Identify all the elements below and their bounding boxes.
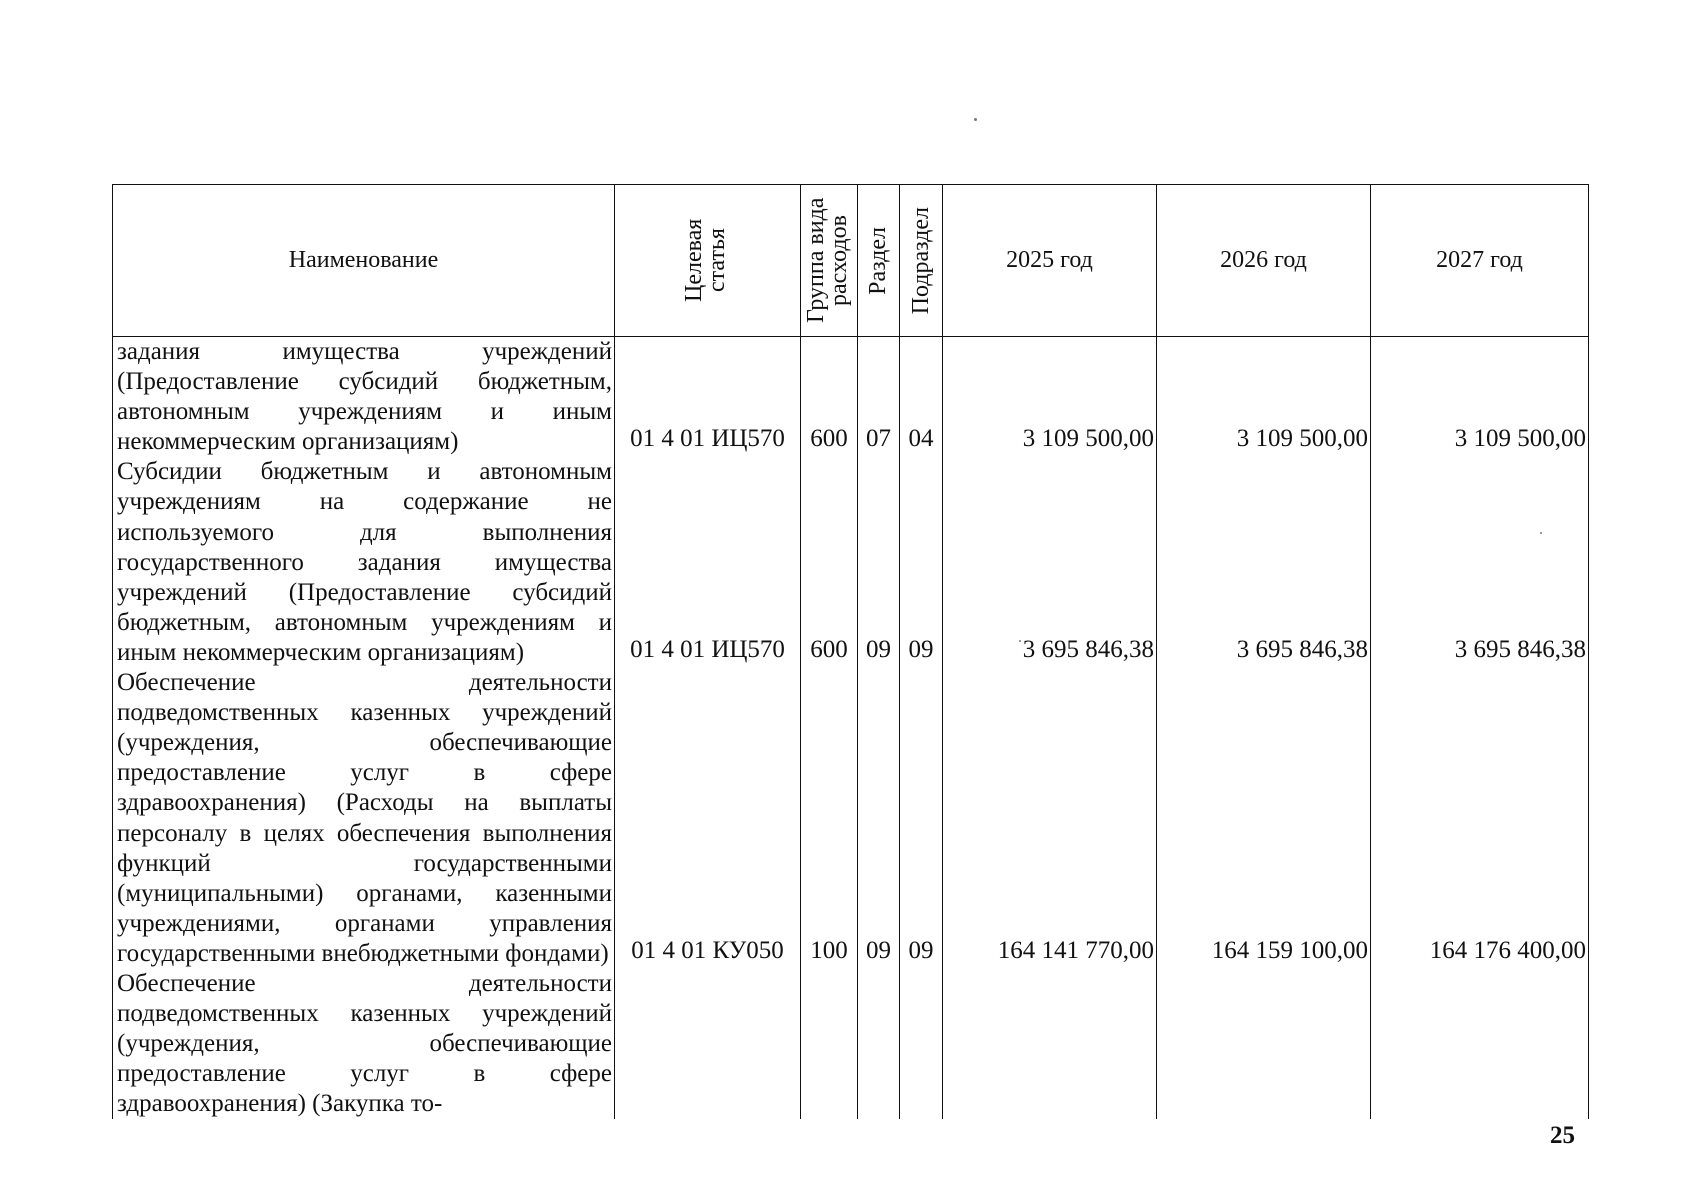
header-expense-group-label: Группа вида расходов: [803, 197, 852, 324]
row-amount-2027: 3 695 846,38: [1371, 457, 1589, 668]
row-amount-2026: 164 159 100,00: [1157, 668, 1371, 969]
row-amount-2025: 3 109 500,00: [943, 337, 1157, 458]
row-amount-2026: 3 695 846,38: [1157, 457, 1371, 668]
header-target-article-label: Целевая статья: [680, 218, 730, 303]
row-target-article: 01 4 01 ИЦ570: [615, 337, 801, 458]
row-section: [858, 969, 900, 1119]
row-amount-2027: 3 109 500,00: [1371, 337, 1589, 458]
row-target-article: [615, 969, 801, 1119]
scan-speck: [974, 118, 977, 121]
header-section: [858, 185, 900, 337]
row-subsection: 04: [900, 337, 943, 458]
table-row: [113, 969, 1589, 1119]
row-expense-group: 600: [801, 337, 858, 458]
header-year-2027: 2027 год: [1371, 185, 1589, 337]
table-row: [113, 337, 1589, 458]
table-header-row: [113, 185, 1589, 337]
row-amount-2025: 3 695 846,38: [943, 457, 1157, 668]
header-subsection: [900, 185, 943, 337]
row-amount-2026: [1157, 969, 1371, 1119]
header-expense-group: [801, 185, 858, 337]
row-section: 09: [858, 668, 900, 969]
table-row: [113, 457, 1589, 668]
budget-table: [112, 184, 1589, 1119]
row-subsection: 09: [900, 457, 943, 668]
row-target-article: 01 4 01 КУ050: [615, 668, 801, 969]
header-year-2025: 2025 год: [943, 185, 1157, 337]
row-expense-group: 100: [801, 668, 858, 969]
row-expense-group: 600: [801, 457, 858, 668]
row-name: задания имущества учреждений (Предоставление субсидий бюджетным, автономным учреждениям и иным некоммерческим организациям): [113, 337, 615, 458]
row-amount-2025: 164 141 770,00: [943, 668, 1157, 969]
row-amount-2026: 3 109 500,00: [1157, 337, 1371, 458]
row-amount-2027: 164 176 400,00: [1371, 668, 1589, 969]
row-amount-2025: [943, 969, 1157, 1119]
header-section-label: Раздел: [865, 226, 891, 295]
row-name: Субсидии бюджетным и автономным учреждениям на содержание не используемого для выполнения государственного задания имущества учреждений (Предоставление субсидий бюджетным, автономным учреждениям и иным некоммерческим организациям): [113, 457, 615, 668]
row-target-article: 01 4 01 ИЦ570: [615, 457, 801, 668]
row-subsection: 09: [900, 668, 943, 969]
row-expense-group: [801, 969, 858, 1119]
header-year-2026: 2026 год: [1157, 185, 1371, 337]
header-subsection-label: Подраздел: [907, 206, 934, 315]
page-number: 25: [1550, 1122, 1575, 1149]
row-subsection: [900, 969, 943, 1119]
row-section: 07: [858, 337, 900, 458]
table-row: [113, 668, 1589, 969]
header-target-article: [615, 185, 801, 337]
row-name: Обеспечение деятельности подведомственных казенных учреждений (учреждения, обеспечивающие предоставление услуг в сфере здравоохранения) (Закупка то-: [113, 969, 615, 1119]
row-name: Обеспечение деятельности подведомственных казенных учреждений (учреждения, обеспечивающие предоставление услуг в сфере здравоохранения) (Расходы на выплаты персоналу в целях обеспечения выполнения функций государственными (муниципальными) органами, казенными учреждениями, органами управления государственными внебюджетными фондами): [113, 668, 615, 969]
row-amount-2027: [1371, 969, 1589, 1119]
row-section: 09: [858, 457, 900, 668]
header-name: Наименование: [113, 185, 615, 337]
